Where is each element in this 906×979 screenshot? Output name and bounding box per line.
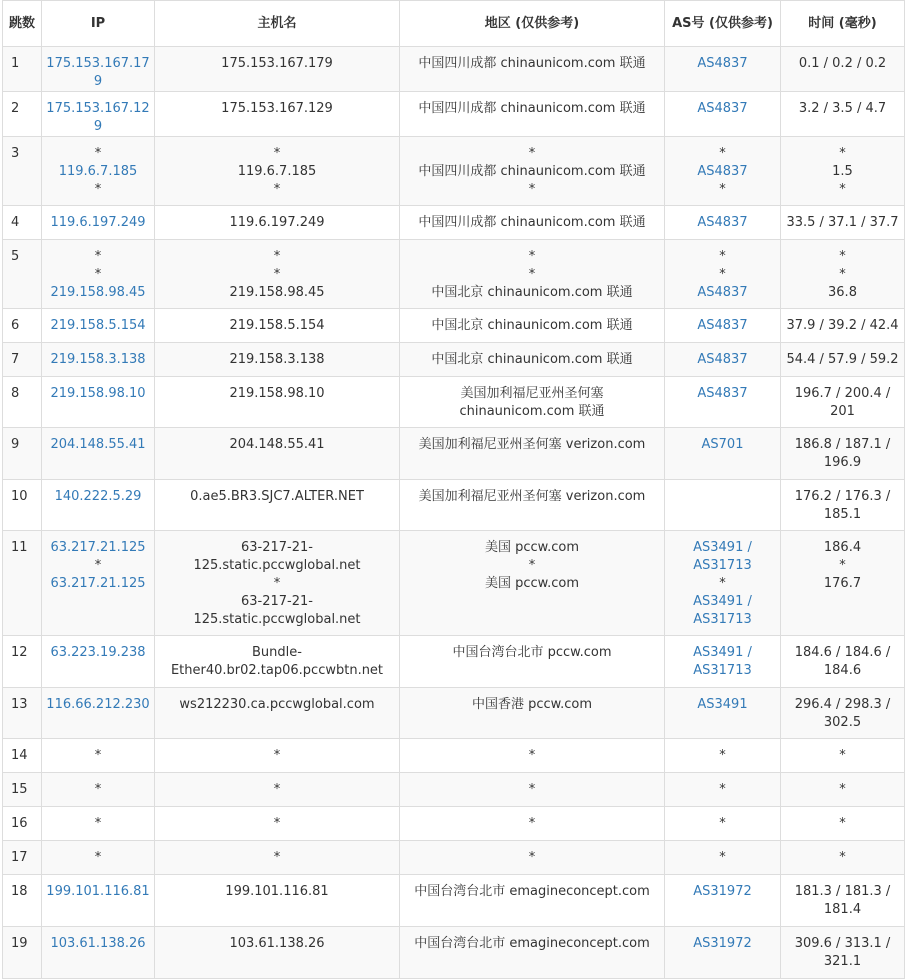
time-cell-text: 1.5 bbox=[832, 164, 853, 179]
ip-link[interactable]: 119.6.7.185 bbox=[58, 164, 138, 179]
hostname-cell-text: * bbox=[273, 576, 281, 591]
hostname-cell-text: * bbox=[273, 816, 281, 831]
hostname-cell-text: ws212230.ca.pccwglobal.com bbox=[179, 697, 375, 712]
time-cell-text: 0.1 / 0.2 / 0.2 bbox=[798, 56, 887, 71]
time-cell bbox=[781, 531, 905, 636]
ip-cell bbox=[42, 309, 155, 343]
ip-cell-text: * bbox=[94, 267, 102, 282]
region-cell bbox=[400, 343, 665, 377]
time-cell bbox=[781, 927, 905, 979]
hop-number: 3 bbox=[3, 137, 42, 206]
hostname-cell-text: 63-217-21-125.static.pccwglobal.net bbox=[193, 540, 361, 573]
region-cell-text: 美国 pccw.com bbox=[484, 576, 579, 591]
table-row bbox=[3, 688, 905, 739]
hostname-cell bbox=[155, 739, 400, 773]
hostname-cell-text: Bundle-Ether40.br02.tap06.pccwbtn.net bbox=[170, 645, 384, 678]
hostname-cell bbox=[155, 688, 400, 739]
asn-cell bbox=[665, 688, 781, 739]
asn-link[interactable]: AS4837 bbox=[697, 164, 748, 179]
hop-number: 9 bbox=[3, 428, 42, 480]
region-cell bbox=[400, 206, 665, 240]
asn-link[interactable]: AS4837 bbox=[697, 318, 748, 333]
hostname-cell bbox=[155, 480, 400, 531]
region-cell bbox=[400, 927, 665, 979]
time-cell-text: * bbox=[839, 267, 846, 282]
hostname-cell bbox=[155, 636, 400, 688]
asn-cell bbox=[665, 927, 781, 979]
region-cell-text: 美国 pccw.com bbox=[484, 540, 579, 555]
asn-link[interactable]: AS31972 bbox=[693, 884, 752, 899]
table-row bbox=[3, 807, 905, 841]
ip-cell-text: * bbox=[94, 748, 102, 763]
hostname-cell-text: * bbox=[273, 146, 281, 161]
time-cell-text: * bbox=[839, 182, 846, 197]
hop-number: 12 bbox=[3, 636, 42, 688]
asn-link[interactable]: AS4837 bbox=[697, 56, 748, 71]
hostname-cell bbox=[155, 309, 400, 343]
hostname-cell bbox=[155, 206, 400, 240]
hostname-cell bbox=[155, 343, 400, 377]
ip-link[interactable]: 116.66.212.230 bbox=[46, 697, 150, 712]
hostname-cell-text: 103.61.138.26 bbox=[229, 936, 325, 951]
ip-link[interactable]: 175.153.167.129 bbox=[46, 101, 150, 134]
ip-link[interactable]: 63.217.21.125 bbox=[50, 576, 146, 591]
time-cell bbox=[781, 47, 905, 92]
asn-link[interactable]: AS3491 / AS31713 bbox=[693, 645, 752, 678]
asn-cell-text: * bbox=[719, 576, 726, 591]
time-cell bbox=[781, 428, 905, 480]
asn-link[interactable]: AS31972 bbox=[693, 936, 752, 951]
ip-cell-text: * bbox=[94, 146, 102, 161]
table-row bbox=[3, 47, 905, 92]
region-cell bbox=[400, 875, 665, 927]
asn-link[interactable]: AS4837 bbox=[697, 352, 748, 367]
region-cell-text: * bbox=[528, 748, 536, 763]
time-cell-text: 176.2 / 176.3 / 185.1 bbox=[794, 489, 891, 522]
hop-number: 8 bbox=[3, 377, 42, 428]
time-cell bbox=[781, 688, 905, 739]
time-cell bbox=[781, 92, 905, 137]
asn-cell bbox=[665, 206, 781, 240]
ip-cell-text: * bbox=[94, 782, 102, 797]
traceroute-table bbox=[2, 0, 905, 979]
region-cell bbox=[400, 240, 665, 309]
region-cell-text: 中国香港 pccw.com bbox=[471, 697, 592, 712]
region-cell bbox=[400, 773, 665, 807]
ip-cell-text: * bbox=[94, 558, 102, 573]
hop-number: 18 bbox=[3, 875, 42, 927]
hostname-cell bbox=[155, 841, 400, 875]
hop-number: 15 bbox=[3, 773, 42, 807]
region-cell-text: 中国四川成都 chinaunicom.com 联通 bbox=[418, 215, 646, 230]
region-cell-text: * bbox=[528, 249, 536, 264]
ip-cell bbox=[42, 343, 155, 377]
hostname-cell-text: 63-217-21-125.static.pccwglobal.net bbox=[193, 594, 361, 627]
ip-link[interactable]: 103.61.138.26 bbox=[50, 936, 146, 951]
time-cell-text: * bbox=[839, 816, 846, 831]
time-cell bbox=[781, 773, 905, 807]
header-ip: IP bbox=[42, 1, 155, 47]
ip-cell bbox=[42, 927, 155, 979]
hop-number: 13 bbox=[3, 688, 42, 739]
region-cell-text: * bbox=[528, 850, 536, 865]
asn-cell bbox=[665, 480, 781, 531]
time-cell bbox=[781, 739, 905, 773]
table-row bbox=[3, 636, 905, 688]
asn-link[interactable]: AS3491 / AS31713 bbox=[693, 594, 752, 627]
table-row bbox=[3, 309, 905, 343]
region-cell bbox=[400, 636, 665, 688]
asn-cell-text: * bbox=[719, 748, 726, 763]
time-cell-text: 186.8 / 187.1 / 196.9 bbox=[794, 437, 891, 470]
hostname-cell bbox=[155, 875, 400, 927]
region-cell-text: 中国四川成都 chinaunicom.com 联通 bbox=[418, 164, 646, 179]
region-cell-text: 中国台湾台北市 pccw.com bbox=[452, 645, 612, 660]
hostname-cell-text: * bbox=[273, 267, 281, 282]
ip-link[interactable]: 204.148.55.41 bbox=[50, 437, 146, 452]
hostname-cell bbox=[155, 92, 400, 137]
asn-cell-text: * bbox=[719, 267, 726, 282]
asn-link[interactable]: AS3491 bbox=[697, 697, 748, 712]
hostname-cell-text: 199.101.116.81 bbox=[225, 884, 329, 899]
hostname-cell-text: 219.158.98.10 bbox=[229, 386, 325, 401]
asn-cell-text: * bbox=[719, 182, 726, 197]
ip-cell bbox=[42, 807, 155, 841]
hop-number: 4 bbox=[3, 206, 42, 240]
hostname-cell-text: * bbox=[273, 782, 281, 797]
region-cell bbox=[400, 841, 665, 875]
time-cell-text: 36.8 bbox=[828, 285, 857, 300]
hostname-cell-text: * bbox=[273, 182, 281, 197]
hostname-cell-text: 219.158.5.154 bbox=[229, 318, 325, 333]
region-cell-text: * bbox=[528, 816, 536, 831]
ip-cell bbox=[42, 137, 155, 206]
asn-cell bbox=[665, 773, 781, 807]
region-cell-text: * bbox=[528, 267, 536, 282]
region-cell-text: 美国加利福尼亚州圣何塞 verizon.com bbox=[418, 437, 646, 452]
asn-cell bbox=[665, 47, 781, 92]
time-cell-text: * bbox=[839, 782, 846, 797]
hostname-cell-text: 119.6.7.185 bbox=[237, 164, 317, 179]
hostname-cell-text: * bbox=[273, 748, 281, 763]
asn-cell bbox=[665, 739, 781, 773]
region-cell-text: * bbox=[528, 558, 536, 573]
asn-cell bbox=[665, 807, 781, 841]
table-row bbox=[3, 206, 905, 240]
asn-cell bbox=[665, 428, 781, 480]
region-cell bbox=[400, 428, 665, 480]
hostname-cell-text: * bbox=[273, 850, 281, 865]
asn-link[interactable]: AS4837 bbox=[697, 215, 748, 230]
hostname-cell-text: 204.148.55.41 bbox=[229, 437, 325, 452]
ip-cell bbox=[42, 377, 155, 428]
ip-cell bbox=[42, 636, 155, 688]
time-cell-text: 296.4 / 298.3 / 302.5 bbox=[794, 697, 891, 730]
time-cell-text: * bbox=[839, 146, 846, 161]
asn-link[interactable]: AS4837 bbox=[697, 101, 748, 116]
time-cell bbox=[781, 807, 905, 841]
ip-link[interactable]: 219.158.5.154 bbox=[50, 318, 146, 333]
asn-cell bbox=[665, 240, 781, 309]
ip-cell bbox=[42, 92, 155, 137]
time-cell-text: 3.2 / 3.5 / 4.7 bbox=[798, 101, 887, 116]
ip-cell bbox=[42, 206, 155, 240]
table-row bbox=[3, 428, 905, 480]
region-cell-text: 美国加利福尼亚州圣何塞 chinaunicom.com 联通 bbox=[459, 386, 605, 419]
header-time: 时间 (毫秒) bbox=[781, 1, 905, 47]
time-cell bbox=[781, 841, 905, 875]
hostname-cell-text: 0.ae5.BR3.SJC7.ALTER.NET bbox=[190, 489, 364, 504]
table-row bbox=[3, 92, 905, 137]
header-hop: 跳数 bbox=[3, 1, 42, 47]
hostname-cell-text: 119.6.197.249 bbox=[229, 215, 325, 230]
region-cell-text: * bbox=[528, 182, 536, 197]
table-row bbox=[3, 841, 905, 875]
time-cell-text: 184.6 / 184.6 / 184.6 bbox=[794, 645, 891, 678]
time-cell-text: 186.4 bbox=[823, 540, 862, 555]
table-row bbox=[3, 343, 905, 377]
hostname-cell bbox=[155, 428, 400, 480]
asn-cell bbox=[665, 137, 781, 206]
hop-number: 14 bbox=[3, 739, 42, 773]
region-cell bbox=[400, 739, 665, 773]
ip-cell bbox=[42, 841, 155, 875]
asn-cell-text: * bbox=[719, 850, 726, 865]
table-row bbox=[3, 240, 905, 309]
ip-cell-text: * bbox=[94, 249, 102, 264]
region-cell-text: 中国北京 chinaunicom.com 联通 bbox=[431, 285, 633, 300]
ip-link[interactable]: 219.158.98.10 bbox=[50, 386, 146, 401]
hop-number: 1 bbox=[3, 47, 42, 92]
hostname-cell-text: * bbox=[273, 249, 281, 264]
asn-link[interactable]: AS701 bbox=[701, 437, 744, 452]
time-cell-text: * bbox=[839, 748, 846, 763]
asn-cell bbox=[665, 309, 781, 343]
ip-link[interactable]: 63.217.21.125 bbox=[50, 540, 146, 555]
time-cell-text: * bbox=[839, 249, 846, 264]
hostname-cell-text: 219.158.98.45 bbox=[229, 285, 325, 300]
time-cell-text: 196.7 / 200.4 / 201 bbox=[794, 386, 891, 419]
time-cell bbox=[781, 875, 905, 927]
ip-link[interactable]: 63.223.19.238 bbox=[50, 645, 146, 660]
ip-link[interactable]: 140.222.5.29 bbox=[54, 489, 142, 504]
region-cell-text: * bbox=[528, 782, 536, 797]
ip-cell bbox=[42, 47, 155, 92]
time-cell-text: 33.5 / 37.1 / 37.7 bbox=[786, 215, 899, 230]
ip-link[interactable]: 219.158.3.138 bbox=[50, 352, 146, 367]
asn-cell bbox=[665, 875, 781, 927]
time-cell bbox=[781, 309, 905, 343]
table-body bbox=[3, 47, 905, 979]
ip-link[interactable]: 219.158.98.45 bbox=[50, 285, 146, 300]
hostname-cell-text: 175.153.167.179 bbox=[221, 56, 333, 71]
header-hostname: 主机名 bbox=[155, 1, 400, 47]
region-cell-text: 中国四川成都 chinaunicom.com 联通 bbox=[418, 101, 646, 116]
time-cell-text: 176.7 bbox=[823, 576, 862, 591]
ip-link[interactable]: 119.6.197.249 bbox=[50, 215, 146, 230]
time-cell bbox=[781, 240, 905, 309]
hop-number: 10 bbox=[3, 480, 42, 531]
asn-link[interactable]: AS4837 bbox=[697, 386, 748, 401]
ip-cell bbox=[42, 480, 155, 531]
table-row bbox=[3, 480, 905, 531]
time-cell-text: 37.9 / 39.2 / 42.4 bbox=[786, 318, 899, 333]
asn-cell bbox=[665, 841, 781, 875]
ip-cell bbox=[42, 875, 155, 927]
hostname-cell-text: 219.158.3.138 bbox=[229, 352, 325, 367]
region-cell bbox=[400, 137, 665, 206]
time-cell bbox=[781, 636, 905, 688]
table-row bbox=[3, 137, 905, 206]
asn-cell-text: * bbox=[719, 816, 726, 831]
region-cell-text: 美国加利福尼亚州圣何塞 verizon.com bbox=[418, 489, 646, 504]
ip-link[interactable]: 199.101.116.81 bbox=[46, 884, 150, 899]
header-asn: AS号 (仅供参考) bbox=[665, 1, 781, 47]
hostname-cell bbox=[155, 137, 400, 206]
time-cell-text: * bbox=[839, 558, 846, 573]
region-cell-text: 中国北京 chinaunicom.com 联通 bbox=[431, 352, 633, 367]
ip-cell-text: * bbox=[94, 816, 102, 831]
hop-number: 11 bbox=[3, 531, 42, 636]
region-cell-text: 中国北京 chinaunicom.com 联通 bbox=[431, 318, 633, 333]
time-cell-text: 181.3 / 181.3 / 181.4 bbox=[794, 884, 891, 917]
asn-cell bbox=[665, 531, 781, 636]
hop-number: 5 bbox=[3, 240, 42, 309]
table-row bbox=[3, 377, 905, 428]
table-row bbox=[3, 927, 905, 979]
asn-cell-text: * bbox=[719, 782, 726, 797]
hop-number: 7 bbox=[3, 343, 42, 377]
asn-cell bbox=[665, 92, 781, 137]
ip-link[interactable]: 175.153.167.179 bbox=[46, 56, 150, 89]
asn-cell bbox=[665, 636, 781, 688]
asn-link[interactable]: AS4837 bbox=[697, 285, 748, 300]
table-row bbox=[3, 739, 905, 773]
time-cell bbox=[781, 377, 905, 428]
table-row bbox=[3, 773, 905, 807]
time-cell-text: 309.6 / 313.1 / 321.1 bbox=[794, 936, 891, 969]
ip-cell bbox=[42, 739, 155, 773]
region-cell-text: * bbox=[528, 146, 536, 161]
time-cell bbox=[781, 480, 905, 531]
hostname-cell bbox=[155, 807, 400, 841]
ip-cell bbox=[42, 240, 155, 309]
region-cell bbox=[400, 480, 665, 531]
ip-cell bbox=[42, 428, 155, 480]
hostname-cell bbox=[155, 531, 400, 636]
hop-number: 2 bbox=[3, 92, 42, 137]
ip-cell-text: * bbox=[94, 850, 102, 865]
hop-number: 16 bbox=[3, 807, 42, 841]
asn-link[interactable]: AS3491 / AS31713 bbox=[693, 540, 752, 573]
asn-cell-text: * bbox=[719, 249, 726, 264]
asn-cell bbox=[665, 377, 781, 428]
time-cell bbox=[781, 137, 905, 206]
ip-cell bbox=[42, 773, 155, 807]
hostname-cell bbox=[155, 240, 400, 309]
time-cell-text: * bbox=[839, 850, 846, 865]
hop-number: 6 bbox=[3, 309, 42, 343]
table-row bbox=[3, 875, 905, 927]
region-cell bbox=[400, 377, 665, 428]
region-cell-text: 中国台湾台北市 emagineconcept.com bbox=[414, 884, 650, 899]
hostname-cell bbox=[155, 927, 400, 979]
hop-number: 19 bbox=[3, 927, 42, 979]
region-cell bbox=[400, 531, 665, 636]
asn-cell bbox=[665, 343, 781, 377]
hostname-cell bbox=[155, 773, 400, 807]
hop-number: 17 bbox=[3, 841, 42, 875]
hostname-cell bbox=[155, 377, 400, 428]
header-region: 地区 (仅供参考) bbox=[400, 1, 665, 47]
ip-cell-text: * bbox=[94, 182, 102, 197]
region-cell-text: 中国台湾台北市 emagineconcept.com bbox=[414, 936, 650, 951]
hostname-cell bbox=[155, 47, 400, 92]
table-row bbox=[3, 531, 905, 636]
region-cell bbox=[400, 688, 665, 739]
table-header-row bbox=[3, 1, 905, 47]
ip-cell bbox=[42, 531, 155, 636]
hostname-cell-text: 175.153.167.129 bbox=[221, 101, 333, 116]
region-cell bbox=[400, 92, 665, 137]
region-cell bbox=[400, 309, 665, 343]
time-cell bbox=[781, 206, 905, 240]
region-cell bbox=[400, 807, 665, 841]
asn-cell-text: * bbox=[719, 146, 726, 161]
region-cell bbox=[400, 47, 665, 92]
time-cell-text: 54.4 / 57.9 / 59.2 bbox=[786, 352, 899, 367]
ip-cell bbox=[42, 688, 155, 739]
region-cell-text: 中国四川成都 chinaunicom.com 联通 bbox=[418, 56, 646, 71]
time-cell bbox=[781, 343, 905, 377]
